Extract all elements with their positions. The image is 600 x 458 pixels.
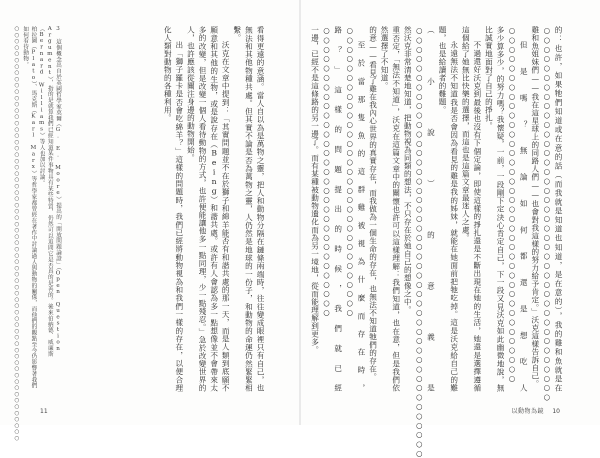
paragraph: 的：也許，如果牠們知道或在意的話（而我就是知道也知道，是在意的），我的雞和魚就是在○○○○○○○○○○○○○○○○○○○○○○○○○○○○○○○○○○○○○○○○ — [542, 26, 563, 402]
paragraph: 重否定，「無法不知道」，沃克在這篇文章中的關懷也許可以這樣理解：我們知道，也在意，但是我們依然選擇了不知道。 — [380, 26, 401, 392]
footnote-text: ○○○○○○○○○○○○○○○○○○○○○○○○○○○○○○○○○○○○○○○○○○○○○○○○○○○○○○○○○○○○○○○○○○ — [13, 26, 20, 442]
paragraph: 沃克在文章中提到：「其實問題並不在於獅子和綿羊能否有和諧共處的那一天，而是人類到底願不願意和其他的生物，或是說存在（Being）和諧共處。或許有人會認為多一點想像並不會帶來太多的改變，但是改變一個人看待動物的方式，也許便能讓他多一點同理，少一點殘忍。」急於改變世界的人，也許應該從關注身邊的動物開始。 — [186, 26, 231, 392]
footnote — [13, 26, 21, 442]
footnote-text: 柏拉圖（Plato）、馬克斯（Karl Marx）等哲學家都曾經在著作中討論過人與動物的關係，而他們的觀點至今仍影響著我們如何看待動物。 — [22, 26, 37, 389]
left-page — [0, 0, 300, 442]
page-number: 10 — [552, 408, 560, 415]
right-page — [300, 0, 600, 458]
paragraph: 一邊，已經不是這條路的另一邊了。而有某種被動物遺化而為另一境地，從而能理解到更多。 — [310, 26, 320, 354]
page-number: 11 — [40, 408, 48, 415]
running-head: 以動物為鏡 — [511, 408, 544, 415]
footnote — [21, 26, 37, 392]
paragraph: 但是嗎？無論如何都還是想吃人○○○○○○○○○○○○○○○○○○○○○○○○○○○○○○○○○○○○○○ — [507, 26, 529, 392]
paragraph: 看得更遠的意涵。當人自以為是萬物之靈，把人和動物分隔在鏈條兩端時，往往變成眼裡只有自己，也無法和其他物種共處。但其實不論是否為萬物之靈，人仍然是地球的一份子，和動物的命運仍然緊緊相繫。 — [232, 26, 265, 392]
paragraph: 多少算多少，的努力嗎？我懷疑，一前，一段剛下定決心肯定自己，下一段又見沃克如此幽微地說，無比誠實地面對了自己的掙扎。 — [484, 26, 506, 392]
paragraph: 出「獅子羅卡是否會吃綿羊？」這樣的問題時，我們已經將動物視為和我們一樣的存在，以便合理化人類對動物的各種利用。 — [163, 26, 184, 392]
paragraph: 不過還好沃克到最後也沒有下個定論，即使這樣的掙扎還是不斷出現在她的生活，她還是選擇遵循這個給了她無比快樂的選擇，而這也是這篇文章最迷人之處。 — [461, 26, 482, 392]
paragraph: （小說）的意義是○○○○○○○○○○○○○○○○○○○○○○○○○○○○○○○○○○○○○○○○○○○○○○ — [414, 26, 436, 458]
paragraph: 雞和魚姐妹們——我在這星球上的同路人們——也會對我這樣的努力給予肯定。」沃克這樣告訴自己。 — [530, 26, 540, 388]
paragraph: 路？」這樣的問題提出的時候，我們就已經○○○○○○○○○○○○○○○○○○○○○○○○○○○○○○○ — [322, 26, 343, 392]
paragraph: 永遠無法不知道我是否會因為看見的雞是我的姊妹，就能在她面前把牠吃掉。這是沃克給自己的難題，也是給讀者的難題。 — [438, 26, 459, 392]
footnote-mark: 3 — [55, 26, 61, 33]
paragraph: 至於當那隻魚的這群雞被視為什麼而存在時，○○○○○○○○○○○○○○○○○○○○○○○○○○○○○○○ — [345, 26, 366, 392]
paragraph: 的意——看見了雞在我內心世界的真實存在，而我做為一個生命的存在，也無法不知道牠們的存在。 — [368, 26, 378, 381]
footnote-text: 這個概念出自於英國哲學家莫爾（G. E. Moore）提出的「開放問題論證」（Open Question Argument），指的是就算我們已經知道某件事物具有某些特質，仍然可以追問它是否真的是善的。後來伯納德．威廉斯（Bernard Williams）等人也加以討論。 — [38, 26, 61, 357]
left-page-body — [66, 26, 266, 392]
paragraph: 然沃克非常清楚地知道，把動物視為同類的想法，不只存在於她自己的想像之中。 — [403, 26, 413, 314]
footnote — [37, 26, 62, 392]
